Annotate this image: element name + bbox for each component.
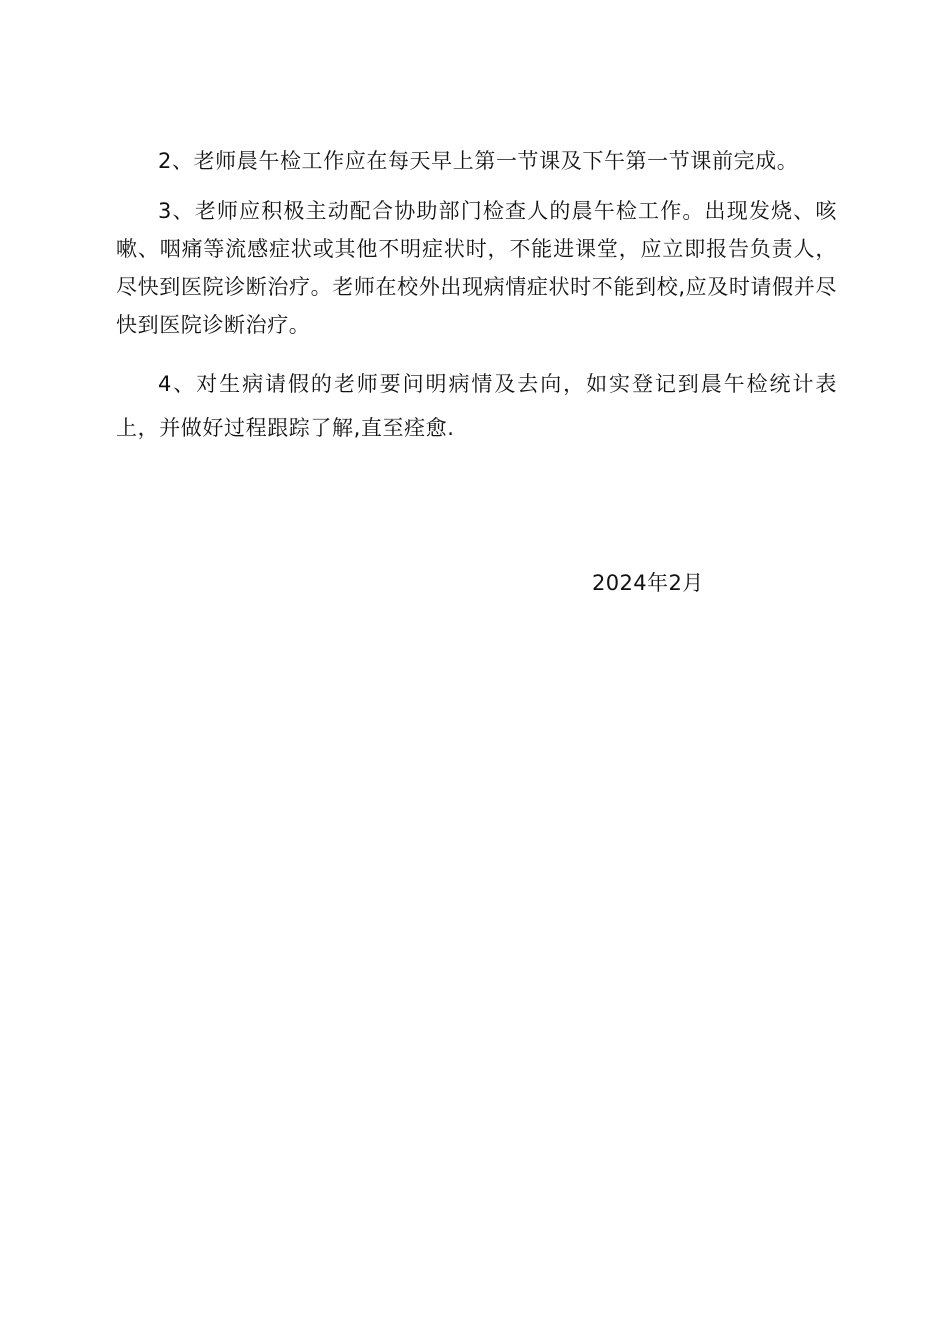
- paragraph-item-4: 4、对生病请假的老师要问明病情及去向，如实登记到晨午检统计表上，并做好过程跟踪了解,直至痊愈.: [116, 372, 837, 440]
- paragraph-item-2: 2、老师晨午检工作应在每天早上第一节课及下午第一节课前完成。: [158, 149, 799, 173]
- document-date: 2024年2月: [592, 571, 704, 595]
- paragraph-item-3: 3、老师应积极主动配合协助部门检查人的晨午检工作。出现发烧、咳嗽、咽痛等流感症状或其他不明症状时，不能进课堂，应立即报告负责人，尽快到医院诊断治疗。老师在校外出现病情症状时不能到校,应及时请假并尽快到医院诊断治疗。: [116, 199, 837, 337]
- document-body: [116, 142, 837, 450]
